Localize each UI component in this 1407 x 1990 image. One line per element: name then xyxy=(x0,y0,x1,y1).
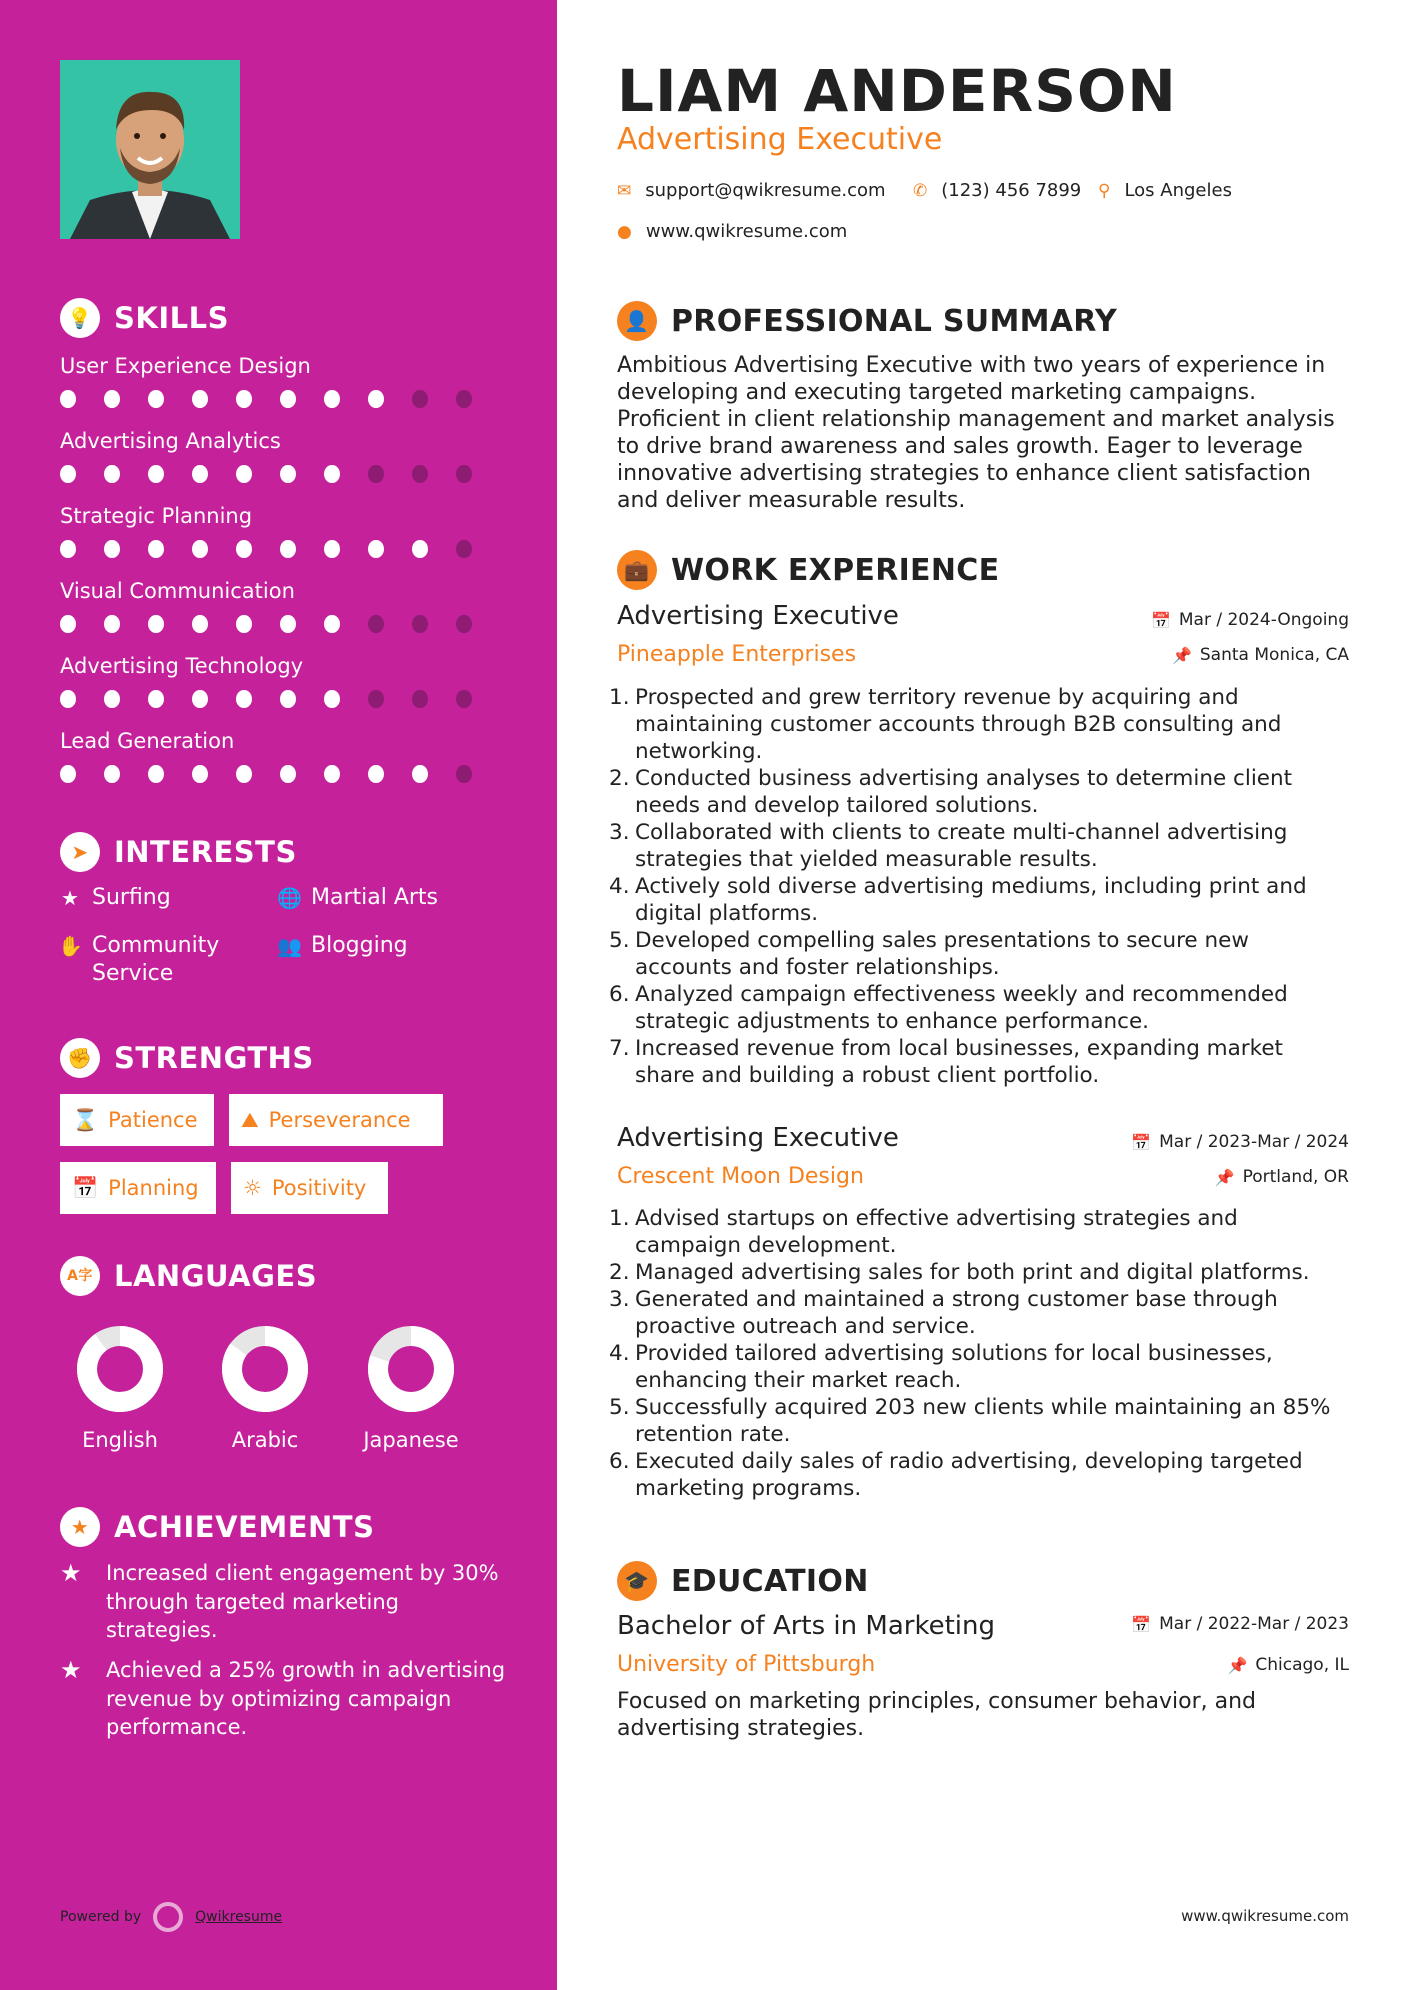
rating-dot-empty xyxy=(456,765,472,783)
rating-dot-filled xyxy=(324,540,340,558)
rating-dot-filled xyxy=(324,390,340,408)
achievement-item: ★ Achieved a 25% growth in advertising revenue by optimizing campaign performance. xyxy=(60,1656,510,1742)
rating-dot-filled xyxy=(60,465,76,483)
rating-dot-filled xyxy=(104,540,120,558)
education-location: 📌 Chicago, IL xyxy=(1227,1655,1349,1675)
rating-dot-filled xyxy=(236,765,252,783)
interest-item: ★ Surfing xyxy=(58,884,171,912)
rating-dot-filled xyxy=(192,690,208,708)
qwikresume-link[interactable]: Qwikresume xyxy=(195,1909,283,1925)
rating-dot-filled xyxy=(412,765,428,783)
rating-dot-filled xyxy=(280,690,296,708)
rating-dot-filled xyxy=(148,390,164,408)
language-icon: A字 xyxy=(60,1256,100,1296)
rating-dot-filled xyxy=(148,615,164,633)
list-item: Conducted business advertising analyses to determine client needs and develop tailored solutions. xyxy=(635,766,1293,818)
interest-item: 🌐 Martial Arts xyxy=(277,885,439,910)
rating-dot-empty xyxy=(368,615,384,633)
globe-icon: 🌐 xyxy=(277,886,302,910)
job-dates: 📅 Mar / 2024-Ongoing xyxy=(1150,610,1349,630)
rating-dot-filled xyxy=(148,690,164,708)
skill-rating xyxy=(60,690,500,708)
strength-badge: ⌛ Patience xyxy=(60,1094,214,1146)
rating-dot-filled xyxy=(104,615,120,633)
calendar-icon: 📅 xyxy=(1131,1614,1152,1634)
job-location: 📌 Santa Monica, CA xyxy=(1171,645,1349,665)
pushpin-icon: 📌 xyxy=(1227,1655,1248,1675)
calendar-icon: 📅 xyxy=(1131,1132,1152,1152)
education-heading: 🎓 EDUCATION xyxy=(617,1561,869,1601)
skill-rating xyxy=(60,615,500,633)
skill-name: Advertising Analytics xyxy=(60,429,281,453)
interest-item: ✋ Community Service xyxy=(58,933,220,986)
language-ring xyxy=(75,1324,165,1414)
user-icon: 👤 xyxy=(617,301,657,341)
achievements-heading: ★ ACHIEVEMENTS xyxy=(60,1507,374,1547)
rating-dot-filled xyxy=(60,540,76,558)
language-item xyxy=(205,1324,325,1452)
lightbulb-icon: 💡 xyxy=(60,298,100,338)
rating-dot-filled xyxy=(324,615,340,633)
job-company: Pineapple Enterprises xyxy=(617,642,857,667)
rating-dot-filled xyxy=(412,540,428,558)
list-item: Developed compelling sales presentations to secure new accounts and foster relationships. xyxy=(635,928,1249,980)
education-dates: 📅 Mar / 2022-Mar / 2023 xyxy=(1131,1614,1349,1634)
list-item: Generated and maintained a strong customer base through proactive outreach and service. xyxy=(635,1287,1278,1339)
list-item: Analyzed campaign effectiveness weekly and recommended strategic adjustments to enhance performance. xyxy=(635,982,1288,1034)
map-pin-icon: ⚲ xyxy=(1098,180,1111,201)
rating-dot-filled xyxy=(324,765,340,783)
degree-title: Bachelor of Arts in Marketing xyxy=(617,1611,995,1641)
rating-dot-filled xyxy=(324,465,340,483)
rating-dot-filled xyxy=(192,390,208,408)
experience-heading: 💼 WORK EXPERIENCE xyxy=(617,550,999,590)
pushpin-icon: 📌 xyxy=(1214,1167,1235,1187)
languages-heading: A字 LANGUAGES xyxy=(60,1256,317,1296)
rating-dot-empty xyxy=(412,690,428,708)
skill-item xyxy=(60,351,500,408)
list-item: Executed daily sales of radio advertising, developing targeted marketing programs. xyxy=(635,1449,1303,1501)
skill-item xyxy=(60,651,500,708)
shooting-star-icon: ★ xyxy=(60,1559,82,1587)
language-name: Japanese xyxy=(363,1428,459,1452)
briefcase-icon: 💼 xyxy=(617,550,657,590)
job-title: Advertising Executive xyxy=(617,1123,899,1153)
graduation-cap-icon: 🎓 xyxy=(617,1561,657,1601)
phone-icon: ✆ xyxy=(913,180,928,201)
candidate-title: Advertising Executive xyxy=(617,122,943,157)
skill-item xyxy=(60,426,500,483)
achievement-item: ★ Increased client engagement by 30% through targeted marketing strategies. xyxy=(60,1559,510,1645)
list-item: Prospected and grew territory revenue by acquiring and maintaining customer accounts through B2B consulting and networking. xyxy=(635,685,1282,764)
rating-dot-filled xyxy=(192,765,208,783)
interests-heading: ➤ INTERESTS xyxy=(60,832,297,872)
fist-icon: ✊ xyxy=(60,1038,100,1078)
rating-dot-filled xyxy=(148,465,164,483)
rating-dot-filled xyxy=(192,615,208,633)
list-item: Successfully acquired 203 new clients while maintaining an 85% retention rate. xyxy=(635,1395,1331,1447)
trophy-star-icon: ★ xyxy=(60,1507,100,1547)
strength-badge: 📅 Planning xyxy=(60,1162,216,1214)
list-item: Actively sold diverse advertising mediums, including print and digital platforms. xyxy=(635,874,1307,926)
rating-dot-filled xyxy=(236,465,252,483)
calendar-icon: 📅 xyxy=(72,1175,99,1200)
shooting-star-icon: ★ xyxy=(60,1656,82,1684)
footer-url[interactable]: www.qwikresume.com xyxy=(1181,1907,1349,1925)
list-item: Provided tailored advertising solutions for local businesses, enhancing their market reach. xyxy=(635,1341,1273,1393)
rating-dot-filled xyxy=(236,540,252,558)
envelope-icon: ✉ xyxy=(617,180,632,201)
list-item: Managed advertising sales for both print and digital platforms. xyxy=(635,1260,1310,1285)
job-title: Advertising Executive xyxy=(617,601,899,631)
skills-heading: 💡 SKILLS xyxy=(60,298,229,338)
skill-item xyxy=(60,726,500,783)
rating-dot-empty xyxy=(368,465,384,483)
rating-dot-empty xyxy=(456,540,472,558)
summary-heading: 👤 PROFESSIONAL SUMMARY xyxy=(617,301,1117,341)
contact-email: ✉ support@qwikresume.com xyxy=(617,180,886,201)
job-bullets xyxy=(609,1205,1349,1502)
hand-icon: ✋ xyxy=(58,934,83,958)
strengths-heading: ✊ STRENGTHS xyxy=(60,1038,314,1078)
summary-text: Ambitious Advertising Executive with two years of experience in developing and executing targeted marketing campaigns. Proficient in client relationship management and market analysis to drive brand awareness and sales growth. Eager to leverage innovative advertising strategies to enhance client satisfaction and deliver measurable results. xyxy=(617,353,1335,513)
list-item: Advised startups on effective advertising strategies and campaign development. xyxy=(635,1206,1238,1258)
language-name: English xyxy=(82,1428,158,1452)
skill-rating xyxy=(60,765,500,783)
job-bullets xyxy=(609,684,1349,1089)
rating-dot-filled xyxy=(280,540,296,558)
profile-photo xyxy=(60,60,240,239)
sun-icon: ☼ xyxy=(243,1176,262,1200)
rating-dot-filled xyxy=(280,615,296,633)
rating-dot-filled xyxy=(104,690,120,708)
rating-dot-filled xyxy=(324,690,340,708)
rating-dot-filled xyxy=(192,465,208,483)
language-item xyxy=(351,1324,471,1452)
rating-dot-filled xyxy=(148,765,164,783)
contact-website: ● www.qwikresume.com xyxy=(617,221,848,242)
hourglass-icon: ⌛ xyxy=(72,1107,99,1132)
users-icon: 👥 xyxy=(277,934,302,958)
powered-by: Powered by Qwikresume xyxy=(60,1902,282,1932)
skill-name: Visual Communication xyxy=(60,579,295,603)
language-name: Arabic xyxy=(231,1428,299,1452)
interest-item: 👥 Blogging xyxy=(277,933,408,958)
star-icon: ★ xyxy=(61,886,79,910)
rating-dot-empty xyxy=(456,390,472,408)
skill-name: Strategic Planning xyxy=(60,504,253,528)
language-ring xyxy=(220,1324,310,1414)
list-item: Collaborated with clients to create multi-channel advertising strategies that yielded measurable results. xyxy=(635,820,1288,872)
list-item: Increased revenue from local businesses, expanding market share and building a robust client portfolio. xyxy=(635,1036,1283,1088)
rating-dot-filled xyxy=(280,465,296,483)
skill-name: Lead Generation xyxy=(60,729,235,753)
school-name: University of Pittsburgh xyxy=(617,1652,876,1677)
skill-item xyxy=(60,501,500,558)
rating-dot-filled xyxy=(60,615,76,633)
rating-dot-empty xyxy=(456,615,472,633)
job-dates: 📅 Mar / 2023-Mar / 2024 xyxy=(1131,1132,1349,1152)
rating-dot-filled xyxy=(104,390,120,408)
rating-dot-empty xyxy=(456,465,472,483)
rating-dot-filled xyxy=(236,615,252,633)
rating-dot-empty xyxy=(456,690,472,708)
rating-dot-filled xyxy=(104,765,120,783)
rating-dot-filled xyxy=(148,540,164,558)
globe-icon: ● xyxy=(617,221,632,242)
climber-icon: ⛰ xyxy=(241,1107,259,1132)
qwikresume-logo-icon xyxy=(153,1902,183,1932)
strength-badge: ⛰ Perseverance xyxy=(229,1094,443,1146)
rating-dot-filled xyxy=(368,390,384,408)
skill-name: User Experience Design xyxy=(60,354,311,378)
rating-dot-empty xyxy=(368,690,384,708)
rating-dot-filled xyxy=(368,540,384,558)
rating-dot-filled xyxy=(60,765,76,783)
rating-dot-empty xyxy=(412,465,428,483)
language-item xyxy=(60,1324,180,1452)
rating-dot-filled xyxy=(280,765,296,783)
skill-rating xyxy=(60,465,500,483)
sidebar xyxy=(0,0,557,1990)
skill-name: Advertising Technology xyxy=(60,654,304,678)
rating-dot-filled xyxy=(280,390,296,408)
skill-rating xyxy=(60,540,500,558)
rating-dot-filled xyxy=(192,540,208,558)
job-location: 📌 Portland, OR xyxy=(1214,1167,1349,1187)
rating-dot-empty xyxy=(412,390,428,408)
calendar-icon: 📅 xyxy=(1150,610,1171,630)
skill-item xyxy=(60,576,500,633)
language-ring xyxy=(366,1324,456,1414)
education-text: Focused on marketing principles, consumer behavior, and advertising strategies. xyxy=(617,1689,1256,1741)
skill-rating xyxy=(60,390,500,408)
candidate-name: LIAM ANDERSON xyxy=(617,57,1177,125)
pushpin-icon: 📌 xyxy=(1171,645,1192,665)
job-company: Crescent Moon Design xyxy=(617,1164,864,1189)
rating-dot-filled xyxy=(60,690,76,708)
paper-plane-icon: ➤ xyxy=(60,832,100,872)
rating-dot-filled xyxy=(60,390,76,408)
strength-badge: ☼ Positivity xyxy=(231,1162,388,1214)
contact-phone: ✆ (123) 456 7899 xyxy=(913,180,1082,201)
rating-dot-filled xyxy=(236,690,252,708)
rating-dot-filled xyxy=(368,765,384,783)
rating-dot-filled xyxy=(236,390,252,408)
rating-dot-filled xyxy=(104,465,120,483)
contact-location: ⚲ Los Angeles xyxy=(1098,180,1232,201)
rating-dot-empty xyxy=(412,615,428,633)
